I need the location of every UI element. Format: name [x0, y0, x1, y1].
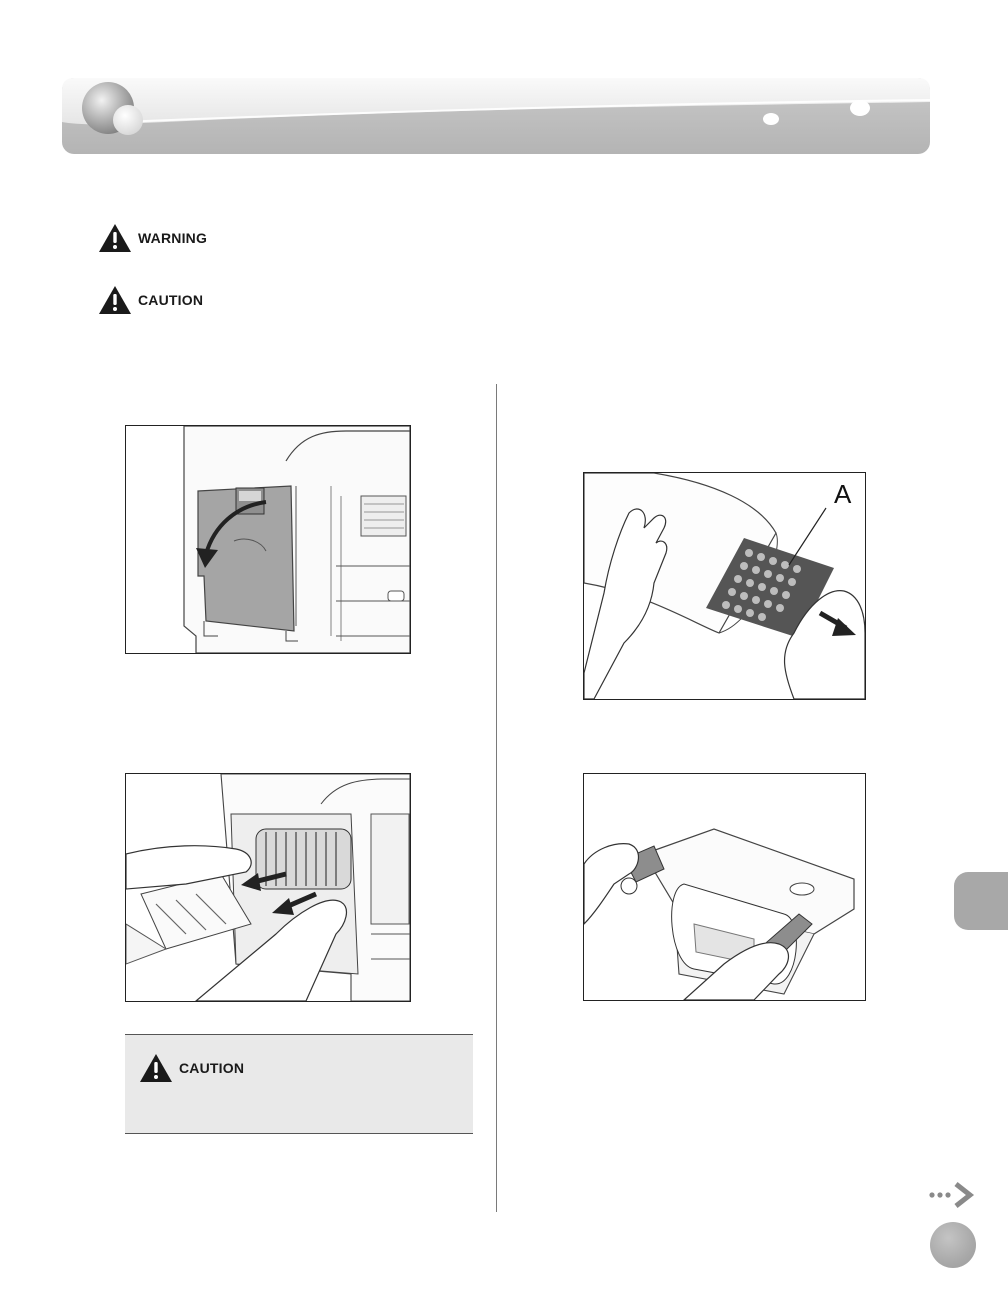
figure-open-left-cover	[125, 425, 411, 654]
figure-hold-cartridge	[583, 773, 866, 1001]
page-number-circle	[930, 1222, 976, 1268]
continue-arrow-icon	[928, 1180, 978, 1210]
callout-a: A	[834, 479, 852, 509]
caution-label: CAUTION	[138, 292, 204, 308]
section-header-banner	[62, 78, 930, 154]
caution-box-label: CAUTION	[179, 1060, 245, 1076]
chapter-edge-tab	[954, 872, 1008, 930]
caution-notice	[98, 285, 203, 315]
column-divider	[496, 384, 497, 1212]
figure-remove-protective-material	[583, 472, 866, 700]
caution-box-triangle-icon	[139, 1053, 173, 1083]
warning-label: WARNING	[138, 230, 208, 246]
caution-triangle-icon	[98, 285, 132, 315]
caution-box	[125, 1034, 473, 1134]
warning-triangle-icon	[98, 223, 132, 253]
caution-box-notice	[139, 1053, 244, 1083]
figure-remove-toner-cartridge	[125, 773, 411, 1002]
warning-notice	[98, 223, 207, 253]
